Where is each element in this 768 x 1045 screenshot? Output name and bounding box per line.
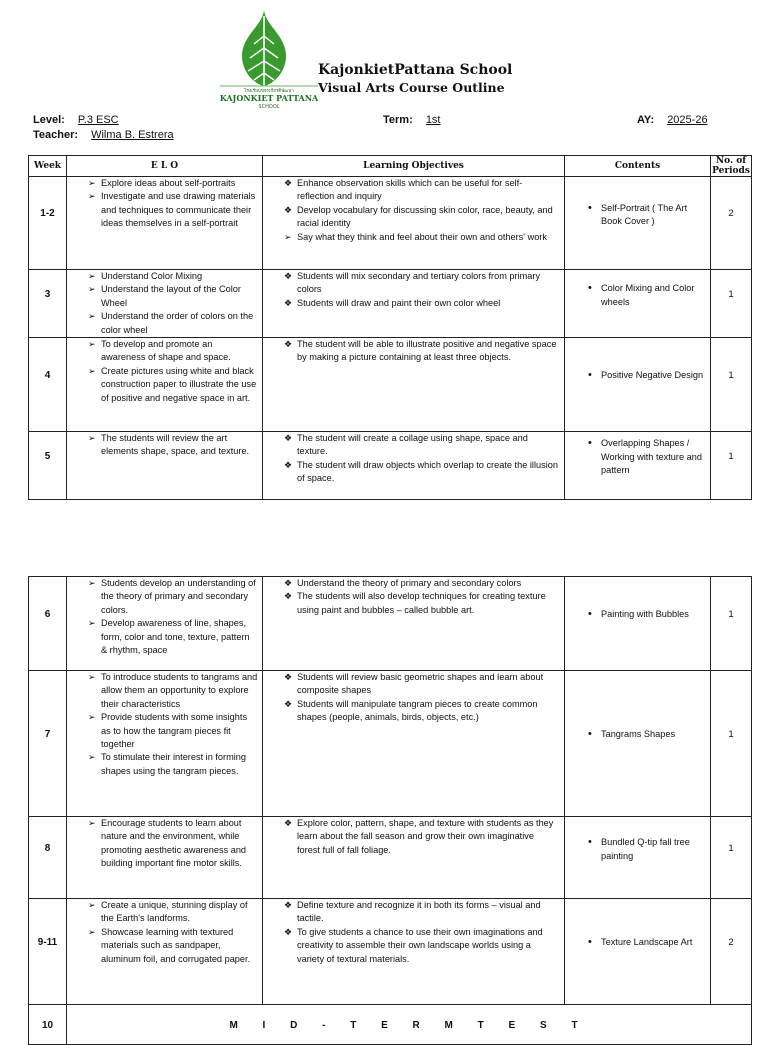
midterm-row — [29, 1005, 752, 1045]
elo-item: ➢ Investigate and use drawing materials and techniques to communicate their ideas themselves in a self-portrait — [88, 191, 256, 229]
content-item: • Tangrams Shapes — [588, 727, 676, 740]
objectives-cell — [263, 177, 565, 270]
contents-cell — [565, 177, 711, 270]
objectives-cell — [263, 577, 565, 671]
objectives-cell — [263, 270, 565, 338]
week-cell: 1-2 — [29, 177, 67, 270]
objective-item: ❖ The student will be able to illustrate positive and negative space by making a picture containing at least three objects. — [284, 339, 557, 363]
objective-item: ❖ Students will manipulate tangram pieces to create common shapes (people, animals, birds, objects, etc.) — [284, 698, 538, 723]
periods-cell: 1 — [711, 432, 752, 500]
school-logo — [214, 6, 324, 112]
midterm-label: M I D - T E R M T E S T — [67, 1005, 752, 1045]
elo-cell — [67, 817, 263, 899]
logo-thai-text: โรงเรียนขจรเกียรติพัฒนา — [244, 89, 294, 94]
term-field — [383, 114, 441, 126]
periods-cell: 1 — [711, 671, 752, 817]
header-elo: E L O — [67, 156, 263, 177]
elo-item: ➢ Understand Color Mixing — [85, 270, 258, 283]
table-row — [29, 577, 752, 671]
week-cell: 5 — [29, 432, 67, 500]
periods-cell: 1 — [711, 577, 752, 671]
diamond-bullet-icon: ❖ — [284, 433, 293, 444]
arrowhead-bullet-icon: ➢ — [88, 926, 96, 937]
ay-field — [637, 114, 708, 126]
diamond-bullet-icon: ❖ — [284, 297, 293, 308]
objective-item: ❖ Students will mix secondary and tertiary colors from primary colors — [284, 271, 541, 295]
arrowhead-bullet-icon: ➢ — [88, 339, 96, 350]
elo-item: ➢ Encourage students to learn about nature and the environment, while promoting aesthetic awareness and building important fine motor skills. — [88, 818, 247, 869]
periods-cell: 1 — [711, 338, 752, 432]
table-header-row — [29, 156, 752, 177]
elo-item: ➢ Develop awareness of line, shapes, form, color and tone, texture, pattern & rhythm, space — [88, 618, 250, 656]
contents-cell — [565, 270, 711, 338]
diamond-bullet-icon: ❖ — [284, 459, 293, 470]
week-cell: 8 — [29, 817, 67, 899]
diamond-bullet-icon: ❖ — [284, 926, 293, 937]
elo-cell — [67, 270, 263, 338]
content-item: • Self-Portrait ( The Art Book Cover ) — [588, 201, 688, 226]
objective-item: ➢ Say what they think and feel about their own and others' work — [281, 231, 558, 244]
ay-label: AY: — [637, 114, 655, 126]
arrowhead-bullet-icon: ➢ — [88, 271, 96, 281]
header-objectives: Learning Objectives — [263, 156, 565, 177]
week-cell: 4 — [29, 338, 67, 432]
arrowhead-bullet-icon: ➢ — [88, 578, 96, 588]
teacher-label: Teacher: — [33, 129, 79, 141]
objectives-cell — [263, 432, 565, 500]
objective-item: ❖ The students will also develop techniques for creating texture using paint and bubbles – called bubble art. — [284, 591, 546, 615]
round-bullet-icon: • — [588, 437, 592, 450]
arrowhead-bullet-icon: ➢ — [88, 284, 96, 295]
round-bullet-icon: • — [588, 368, 592, 381]
content-item: • Texture Landscape Art — [588, 935, 693, 948]
diamond-bullet-icon: ❖ — [284, 271, 293, 281]
arrowhead-bullet-icon: ➢ — [88, 618, 96, 629]
school-name: KajonkietPattana School — [318, 62, 513, 78]
round-bullet-icon: • — [588, 935, 592, 948]
week-cell: 6 — [29, 577, 67, 671]
arrowhead-bullet-icon: ➢ — [88, 712, 96, 723]
round-bullet-icon: • — [588, 201, 592, 214]
course-outline-table-bottom — [28, 576, 752, 1045]
diamond-bullet-icon: ❖ — [284, 818, 293, 828]
week-cell: 7 — [29, 671, 67, 817]
level-value: P.3 ESC — [77, 114, 119, 126]
objective-item: ❖ The student will create a collage using shape, space and texture. — [284, 433, 528, 457]
elo-item: ➢ Students develop an understanding of the theory of primary and secondary colors. — [88, 578, 256, 615]
round-bullet-icon: • — [588, 836, 592, 849]
table-row — [29, 177, 752, 270]
term-value: 1st — [425, 114, 441, 126]
elo-cell — [67, 577, 263, 671]
arrowhead-bullet-icon: ➢ — [88, 311, 96, 322]
ay-value: 2025-26 — [667, 114, 708, 126]
diamond-bullet-icon: ❖ — [284, 339, 293, 350]
elo-cell — [67, 671, 263, 817]
elo-cell — [67, 432, 263, 500]
contents-cell — [565, 338, 711, 432]
periods-cell: 1 — [711, 270, 752, 338]
teacher-field — [33, 129, 174, 141]
course-outline-table-top — [28, 155, 752, 500]
diamond-bullet-icon: ❖ — [284, 578, 293, 588]
week-cell: 9-11 — [29, 899, 67, 1005]
logo-main-text: KAJONKIET PATTANA — [219, 93, 319, 103]
table-row — [29, 817, 752, 899]
arrowhead-bullet-icon: ➢ — [88, 752, 96, 763]
content-item: • Overlapping Shapes / Working with texture and pattern — [588, 437, 702, 476]
content-item: • Positive Negative Design — [588, 368, 704, 381]
table-row — [29, 899, 752, 1005]
elo-cell — [67, 899, 263, 1005]
objectives-cell — [263, 817, 565, 899]
arrowhead-bullet-icon: ➢ — [88, 900, 96, 910]
objective-item: ❖ Enhance observation skills which can be useful for self-reflection and inquiry — [284, 178, 523, 202]
elo-item: ➢ Provide students with some insights as to how the tangram pieces fit together — [88, 712, 248, 750]
elo-item: ➢ The students will review the art elements shape, space, and texture. — [88, 433, 250, 457]
elo-item: ➢ Understand the order of colors on the color wheel — [88, 311, 254, 335]
header-week: Week — [29, 156, 67, 177]
elo-item: ➢ To stimulate their interest in forming shapes using the tangram pieces. — [88, 752, 247, 776]
objective-item: ❖ Define texture and recognize it in both its forms – visual and tactile. — [284, 900, 541, 924]
round-bullet-icon: • — [588, 727, 592, 740]
elo-item: ➢ Create pictures using white and black construction paper to illustrate the use of positive and negative space in art. — [88, 365, 257, 403]
objective-item: ❖ Students will review basic geometric shapes and learn about composite shapes — [284, 672, 544, 696]
arrowhead-bullet-icon: ➢ — [88, 178, 96, 188]
round-bullet-icon: • — [588, 282, 592, 295]
objectives-cell — [263, 671, 565, 817]
table-row — [29, 432, 752, 500]
term-label: Term: — [383, 114, 413, 126]
week-cell: 3 — [29, 270, 67, 338]
table-row — [29, 270, 752, 338]
arrowhead-bullet-icon: ➢ — [88, 365, 96, 376]
header-contents: Contents — [565, 156, 711, 177]
elo-item: ➢ To introduce students to tangrams and allow them an opportunity to explore their characteristics — [88, 672, 258, 709]
diamond-bullet-icon: ❖ — [284, 672, 293, 682]
periods-cell: 2 — [711, 899, 752, 1005]
diamond-bullet-icon: ❖ — [284, 591, 293, 602]
arrowhead-bullet-icon: ➢ — [88, 191, 96, 202]
contents-cell — [565, 817, 711, 899]
objective-item: ❖ Explore color, pattern, shape, and texture with students as they learn about the fall season and grow their own imaginative forest full of fall foliage. — [284, 818, 554, 855]
table-row — [29, 671, 752, 817]
periods-cell: 1 — [711, 817, 752, 899]
objective-item: ❖ To give students a chance to use their own imaginations and creativity to assemble their own landscape worlds using a variety of textural materials. — [284, 926, 543, 964]
contents-cell — [565, 671, 711, 817]
objectives-cell — [263, 338, 565, 432]
arrowhead-bullet-icon: ➢ — [88, 672, 96, 682]
elo-cell — [67, 177, 263, 270]
objectives-cell — [263, 899, 565, 1005]
elo-cell — [67, 338, 263, 432]
content-item: • Painting with Bubbles — [588, 607, 689, 620]
level-label: Level: — [33, 114, 65, 126]
elo-item: ➢ Create a unique, stunning display of the Earth's landforms. — [88, 900, 248, 924]
contents-cell — [565, 899, 711, 1005]
contents-cell — [565, 432, 711, 500]
diamond-bullet-icon: ❖ — [284, 698, 293, 709]
diamond-bullet-icon: ❖ — [284, 178, 293, 188]
level-field — [33, 114, 119, 126]
diamond-bullet-icon: ❖ — [284, 900, 293, 910]
table-row — [29, 338, 752, 432]
header-periods: No. of Periods — [712, 156, 750, 176]
week-cell: 10 — [29, 1005, 67, 1045]
elo-item: ➢ To develop and promote an awareness of shape and space. — [88, 339, 231, 363]
objective-item: ❖ Understand the theory of primary and secondary colors — [281, 577, 558, 590]
objective-item: ❖ Students will draw and paint their own color wheel — [281, 297, 558, 310]
periods-cell: 2 — [711, 177, 752, 270]
title-block — [318, 62, 512, 96]
objective-item: ❖ Develop vocabulary for discussing skin color, race, beauty, and racial identity — [284, 204, 553, 229]
teacher-value: Wilma B. Estrera — [91, 129, 174, 141]
content-item: • Color Mixing and Color wheels — [588, 282, 695, 307]
contents-cell — [565, 577, 711, 671]
content-item: • Bundled Q-tip fall tree painting — [588, 836, 690, 861]
objective-item: ❖ The student will draw objects which overlap to create the illusion of space. — [284, 459, 558, 484]
elo-item: ➢ Showcase learning with textured materials such as sandpaper, aluminum foil, and corrugated paper. — [88, 926, 251, 964]
diamond-bullet-icon: ❖ — [284, 204, 293, 215]
arrowhead-bullet-icon: ➢ — [88, 818, 96, 828]
round-bullet-icon: • — [588, 607, 592, 620]
arrowhead-bullet-icon: ➢ — [284, 231, 292, 242]
arrowhead-bullet-icon: ➢ — [88, 433, 96, 444]
elo-item: ➢ Explore ideas about self-portraits — [85, 177, 258, 190]
logo-sub-text: SCHOOL — [258, 104, 280, 110]
elo-item: ➢ Understand the layout of the Color Wheel — [88, 284, 241, 308]
course-title: Visual Arts Course Outline — [318, 80, 505, 95]
